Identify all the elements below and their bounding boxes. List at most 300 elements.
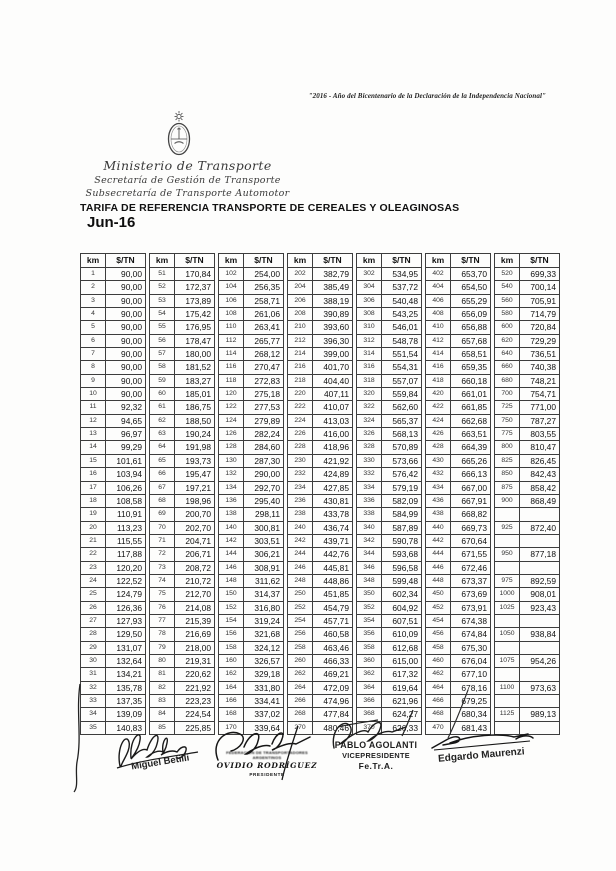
rate-cell: 675,30: [451, 641, 491, 654]
km-cell: 418: [426, 374, 451, 387]
km-cell: 950: [495, 548, 520, 561]
km-cell: 222: [288, 401, 313, 414]
km-cell: 246: [288, 561, 313, 574]
rate-cell: 263,41: [244, 321, 284, 334]
km-cell: 444: [426, 548, 451, 561]
rate-cell: 699,33: [520, 268, 560, 281]
km-cell: 18: [81, 494, 106, 507]
rate-cell: 120,20: [106, 561, 146, 574]
km-cell: 158: [219, 641, 244, 654]
rate-cell: 90,00: [106, 268, 146, 281]
rate-cell: 137,35: [106, 695, 146, 708]
rate-cell: 672,46: [451, 561, 491, 574]
km-cell: 240: [288, 521, 313, 534]
rate-cell: 258,71: [244, 294, 284, 307]
rate-cell: 324,12: [244, 641, 284, 654]
rate-cell: 424,89: [313, 468, 353, 481]
km-cell: 170: [219, 721, 244, 734]
km-cell: 70: [150, 521, 175, 534]
km-cell: 25: [81, 588, 106, 601]
km-cell: 320: [357, 388, 382, 401]
km-cell: 27: [81, 614, 106, 627]
km-cell: 52: [150, 281, 175, 294]
km-cell: 224: [288, 414, 313, 427]
rate-cell: 472,09: [313, 681, 353, 694]
km-cell: 406: [426, 294, 451, 307]
rate-cell: 113,23: [106, 521, 146, 534]
rate-cell: 670,64: [451, 534, 491, 547]
km-cell: 65: [150, 454, 175, 467]
rate-cell: 604,92: [382, 601, 422, 614]
km-cell: 560: [495, 294, 520, 307]
col-header-rate: $/TN: [106, 254, 146, 268]
rate-cell: 842,43: [520, 468, 560, 481]
km-cell: [495, 508, 520, 521]
km-cell: 1025: [495, 601, 520, 614]
rate-cell: 433,78: [313, 508, 353, 521]
rate-cell: 290,00: [244, 468, 284, 481]
rate-cell: 680,34: [451, 708, 491, 721]
rate-cell: 671,55: [451, 548, 491, 561]
km-cell: 404: [426, 281, 451, 294]
rate-cell: 557,07: [382, 374, 422, 387]
rate-cell: 96,97: [106, 428, 146, 441]
km-cell: 60: [150, 388, 175, 401]
km-cell: 79: [150, 641, 175, 654]
km-cell: 825: [495, 454, 520, 467]
km-cell: 900: [495, 494, 520, 507]
rate-cell: 218,00: [175, 641, 215, 654]
rate-cell: 90,00: [106, 321, 146, 334]
km-cell: 5: [81, 321, 106, 334]
rate-cell: 676,04: [451, 654, 491, 667]
ministry-header: [75, 158, 300, 199]
rate-cell: 303,51: [244, 534, 284, 547]
rate-cell: 740,38: [520, 361, 560, 374]
rate-cell: 319,24: [244, 614, 284, 627]
km-cell: 430: [426, 454, 451, 467]
km-cell: 120: [219, 388, 244, 401]
km-cell: [495, 614, 520, 627]
km-cell: 346: [357, 561, 382, 574]
km-cell: 416: [426, 361, 451, 374]
km-cell: 23: [81, 561, 106, 574]
rate-cell: 220,62: [175, 668, 215, 681]
rate-cell: 183,27: [175, 374, 215, 387]
period-label: Jun-16: [87, 214, 136, 231]
rate-cell: 170,84: [175, 268, 215, 281]
subsecretariat-name: Subsecretaría de Transporte Automotor: [85, 188, 290, 199]
col-header-km: km: [495, 254, 520, 268]
km-cell: 236: [288, 494, 313, 507]
rate-cell: 388,19: [313, 294, 353, 307]
rate-cell: 582,09: [382, 494, 422, 507]
rate-cell: 679,25: [451, 695, 491, 708]
km-cell: 11: [81, 401, 106, 414]
km-cell: 254: [288, 614, 313, 627]
km-cell: 14: [81, 441, 106, 454]
rate-cell: 224,54: [175, 708, 215, 721]
km-cell: 314: [357, 348, 382, 361]
ministry-name: Ministerio de Transporte: [103, 158, 272, 173]
km-cell: 368: [357, 708, 382, 721]
km-cell: 9: [81, 374, 106, 387]
rate-cell: 584,99: [382, 508, 422, 521]
rate-cell: 393,60: [313, 321, 353, 334]
km-cell: 466: [426, 695, 451, 708]
km-cell: 12: [81, 414, 106, 427]
km-cell: 31: [81, 668, 106, 681]
km-cell: [495, 561, 520, 574]
km-cell: 162: [219, 668, 244, 681]
rate-cell: 326,57: [244, 654, 284, 667]
rate-cell: 803,55: [520, 428, 560, 441]
rate-cell: 677,10: [451, 668, 491, 681]
rate-cell: 457,71: [313, 614, 353, 627]
rate-cell: 103,94: [106, 468, 146, 481]
km-cell: 260: [288, 654, 313, 667]
km-cell: 800: [495, 441, 520, 454]
km-cell: 322: [357, 401, 382, 414]
km-cell: 464: [426, 681, 451, 694]
rate-cell: 195,47: [175, 468, 215, 481]
km-cell: 414: [426, 348, 451, 361]
rate-cell: [520, 695, 560, 708]
rate-cell: 748,21: [520, 374, 560, 387]
km-cell: 7: [81, 348, 106, 361]
km-cell: 975: [495, 574, 520, 587]
km-cell: 140: [219, 521, 244, 534]
rate-cell: 615,00: [382, 654, 422, 667]
km-cell: [495, 641, 520, 654]
km-cell: 328: [357, 441, 382, 454]
rate-cell: 110,91: [106, 508, 146, 521]
rate-cell: 223,23: [175, 695, 215, 708]
rate-cell: 810,47: [520, 441, 560, 454]
rate-cell: 193,73: [175, 454, 215, 467]
rate-cell: 445,81: [313, 561, 353, 574]
km-cell: 262: [288, 668, 313, 681]
km-cell: 134: [219, 481, 244, 494]
rate-cell: 185,01: [175, 388, 215, 401]
km-cell: 56: [150, 334, 175, 347]
col-header-rate: $/TN: [175, 254, 215, 268]
agolanti-signature-block: [326, 740, 426, 771]
rate-cell: 92,32: [106, 401, 146, 414]
rate-cell: 624,27: [382, 708, 422, 721]
signatory-title-presidente: PRESIDENTE: [249, 772, 285, 777]
rate-cell: 198,96: [175, 494, 215, 507]
rate-cell: 559,84: [382, 388, 422, 401]
signatory-name-betilli: Miguel Betilli: [130, 752, 191, 773]
km-cell: 442: [426, 534, 451, 547]
rate-cell: 200,70: [175, 508, 215, 521]
rate-cell: 416,00: [313, 428, 353, 441]
km-cell: 660: [495, 361, 520, 374]
km-cell: 28: [81, 628, 106, 641]
km-cell: 214: [288, 348, 313, 361]
rate-cell: 191,98: [175, 441, 215, 454]
km-cell: 122: [219, 401, 244, 414]
km-cell: 318: [357, 374, 382, 387]
rate-cell: 418,96: [313, 441, 353, 454]
km-cell: 130: [219, 454, 244, 467]
rate-cell: 551,54: [382, 348, 422, 361]
rate-cell: 219,31: [175, 654, 215, 667]
km-cell: 420: [426, 388, 451, 401]
rate-cell: 546,01: [382, 321, 422, 334]
signatory-org-fetra: Fe.Tr.A.: [358, 760, 394, 771]
rate-cell: 99,29: [106, 441, 146, 454]
km-cell: 10: [81, 388, 106, 401]
km-cell: 304: [357, 281, 382, 294]
km-cell: 364: [357, 681, 382, 694]
km-cell: 360: [357, 654, 382, 667]
rate-cell: 272,83: [244, 374, 284, 387]
rate-cell: 587,89: [382, 521, 422, 534]
rate-cell: 127,93: [106, 614, 146, 627]
km-cell: 332: [357, 468, 382, 481]
km-cell: 326: [357, 428, 382, 441]
rate-cell: 331,80: [244, 681, 284, 694]
rate-cell: 101,61: [106, 454, 146, 467]
km-cell: 256: [288, 628, 313, 641]
km-cell: 446: [426, 561, 451, 574]
col-header-rate: $/TN: [313, 254, 353, 268]
km-cell: 72: [150, 548, 175, 561]
km-cell: 2: [81, 281, 106, 294]
km-cell: 434: [426, 481, 451, 494]
rate-cell: [520, 641, 560, 654]
km-cell: 226: [288, 428, 313, 441]
km-cell: 308: [357, 308, 382, 321]
km-cell: 266: [288, 695, 313, 708]
km-cell: 19: [81, 508, 106, 521]
km-cell: 248: [288, 574, 313, 587]
km-cell: 244: [288, 548, 313, 561]
rate-cell: 665,26: [451, 454, 491, 467]
bicentennial-quote: "2016 - Año del Bicentenario de la Declaración de la Independencia Nacional": [308, 92, 546, 100]
km-cell: 1100: [495, 681, 520, 694]
rate-cell: 390,89: [313, 308, 353, 321]
km-cell: 700: [495, 388, 520, 401]
km-cell: 55: [150, 321, 175, 334]
km-cell: 62: [150, 414, 175, 427]
km-cell: 142: [219, 534, 244, 547]
rate-cell: [520, 534, 560, 547]
rate-cell: 674,38: [451, 614, 491, 627]
rate-cell: 188,50: [175, 414, 215, 427]
rate-cell: 661,01: [451, 388, 491, 401]
km-cell: 124: [219, 414, 244, 427]
rate-cell: 664,39: [451, 441, 491, 454]
tariff-pair-table: [494, 253, 560, 735]
stamp-organization: FEDERACIÓN DE TRANSPORTADORES ARGENTINOS: [226, 750, 308, 760]
rate-cell: 663,51: [451, 428, 491, 441]
argentina-coat-of-arms-icon: [162, 110, 196, 158]
rate-cell: 568,13: [382, 428, 422, 441]
rate-cell: 973,63: [520, 681, 560, 694]
rate-cell: 180,00: [175, 348, 215, 361]
rate-cell: 407,11: [313, 388, 353, 401]
rate-cell: 602,34: [382, 588, 422, 601]
km-cell: 82: [150, 681, 175, 694]
rate-cell: 316,80: [244, 601, 284, 614]
rate-cell: 826,45: [520, 454, 560, 467]
rate-cell: 279,89: [244, 414, 284, 427]
rate-cell: 129,50: [106, 628, 146, 641]
km-cell: 204: [288, 281, 313, 294]
km-cell: 59: [150, 374, 175, 387]
km-cell: 78: [150, 628, 175, 641]
km-cell: 4: [81, 308, 106, 321]
rate-cell: 858,42: [520, 481, 560, 494]
km-cell: 436: [426, 494, 451, 507]
km-cell: 1075: [495, 654, 520, 667]
rate-cell: 573,66: [382, 454, 422, 467]
km-cell: 17: [81, 481, 106, 494]
km-cell: 1: [81, 268, 106, 281]
signatory-name-agolanti: PABLO AGOLANTI: [334, 740, 418, 750]
tariff-pair-table: [425, 253, 491, 735]
km-cell: 302: [357, 268, 382, 281]
tariff-pair-table: [149, 253, 215, 735]
km-cell: 71: [150, 534, 175, 547]
rate-cell: 657,68: [451, 334, 491, 347]
rate-cell: 570,89: [382, 441, 422, 454]
km-cell: 136: [219, 494, 244, 507]
km-cell: 102: [219, 268, 244, 281]
rate-cell: 892,59: [520, 574, 560, 587]
rate-cell: 653,70: [451, 268, 491, 281]
rate-cell: 90,00: [106, 308, 146, 321]
km-cell: 264: [288, 681, 313, 694]
signatory-name-maurenzi: Edgardo Maurenzi: [437, 746, 526, 765]
tariff-table: [80, 253, 560, 735]
km-cell: 422: [426, 401, 451, 414]
km-cell: 132: [219, 468, 244, 481]
km-cell: 350: [357, 588, 382, 601]
rate-cell: 122,52: [106, 574, 146, 587]
rate-cell: 621,96: [382, 695, 422, 708]
rate-cell: [520, 508, 560, 521]
rate-cell: 619,64: [382, 681, 422, 694]
km-cell: 238: [288, 508, 313, 521]
km-cell: 35: [81, 721, 106, 734]
rate-cell: 666,13: [451, 468, 491, 481]
rate-cell: 117,88: [106, 548, 146, 561]
rate-cell: 292,70: [244, 481, 284, 494]
km-cell: 74: [150, 574, 175, 587]
km-cell: 160: [219, 654, 244, 667]
km-cell: 775: [495, 428, 520, 441]
km-cell: 270: [288, 721, 313, 734]
km-cell: 166: [219, 695, 244, 708]
km-cell: 242: [288, 534, 313, 547]
km-cell: 128: [219, 441, 244, 454]
rate-cell: 548,78: [382, 334, 422, 347]
km-cell: 77: [150, 614, 175, 627]
rate-cell: 256,35: [244, 281, 284, 294]
rate-cell: 610,09: [382, 628, 422, 641]
km-cell: 34: [81, 708, 106, 721]
km-cell: 66: [150, 468, 175, 481]
rate-cell: 681,43: [451, 721, 491, 734]
rate-cell: 427,85: [313, 481, 353, 494]
km-cell: 462: [426, 668, 451, 681]
rate-cell: 700,14: [520, 281, 560, 294]
rate-cell: 197,21: [175, 481, 215, 494]
rate-cell: 202,70: [175, 521, 215, 534]
km-cell: 75: [150, 588, 175, 601]
rate-cell: 94,65: [106, 414, 146, 427]
rate-cell: 311,62: [244, 574, 284, 587]
km-cell: 13: [81, 428, 106, 441]
km-cell: 338: [357, 508, 382, 521]
rate-cell: 667,00: [451, 481, 491, 494]
rate-cell: 460,58: [313, 628, 353, 641]
rate-cell: [520, 614, 560, 627]
rate-cell: 124,79: [106, 588, 146, 601]
rate-cell: 410,07: [313, 401, 353, 414]
km-cell: 110: [219, 321, 244, 334]
rate-cell: 576,42: [382, 468, 422, 481]
km-cell: 152: [219, 601, 244, 614]
km-cell: 218: [288, 374, 313, 387]
km-cell: 725: [495, 401, 520, 414]
km-cell: 252: [288, 601, 313, 614]
rate-cell: 275,18: [244, 388, 284, 401]
km-cell: 126: [219, 428, 244, 441]
rate-cell: 474,96: [313, 695, 353, 708]
rate-cell: 469,21: [313, 668, 353, 681]
document-title: TARIFA DE REFERENCIA TRANSPORTE DE CEREALES Y OLEAGINOSAS: [80, 202, 460, 214]
km-cell: 366: [357, 695, 382, 708]
rate-cell: 654,50: [451, 281, 491, 294]
rate-cell: 314,37: [244, 588, 284, 601]
rate-cell: 134,21: [106, 668, 146, 681]
rate-cell: 300,81: [244, 521, 284, 534]
rate-cell: 190,24: [175, 428, 215, 441]
rate-cell: 668,82: [451, 508, 491, 521]
km-cell: 370: [357, 721, 382, 734]
rate-cell: 212,70: [175, 588, 215, 601]
km-cell: 156: [219, 628, 244, 641]
rate-cell: 448,86: [313, 574, 353, 587]
km-cell: 210: [288, 321, 313, 334]
rate-cell: [520, 561, 560, 574]
km-cell: 428: [426, 441, 451, 454]
km-cell: 310: [357, 321, 382, 334]
km-cell: 410: [426, 321, 451, 334]
rate-cell: 401,70: [313, 361, 353, 374]
rate-cell: 868,49: [520, 494, 560, 507]
rate-cell: 268,12: [244, 348, 284, 361]
rate-cell: 298,11: [244, 508, 284, 521]
rate-cell: 954,26: [520, 654, 560, 667]
rate-cell: 662,68: [451, 414, 491, 427]
col-header-rate: $/TN: [451, 254, 491, 268]
rate-cell: 90,00: [106, 348, 146, 361]
km-cell: 424: [426, 414, 451, 427]
rate-cell: 172,37: [175, 281, 215, 294]
km-cell: 67: [150, 481, 175, 494]
rate-cell: 754,71: [520, 388, 560, 401]
rate-cell: 534,95: [382, 268, 422, 281]
rate-cell: 90,00: [106, 361, 146, 374]
km-cell: 426: [426, 428, 451, 441]
km-cell: 63: [150, 428, 175, 441]
